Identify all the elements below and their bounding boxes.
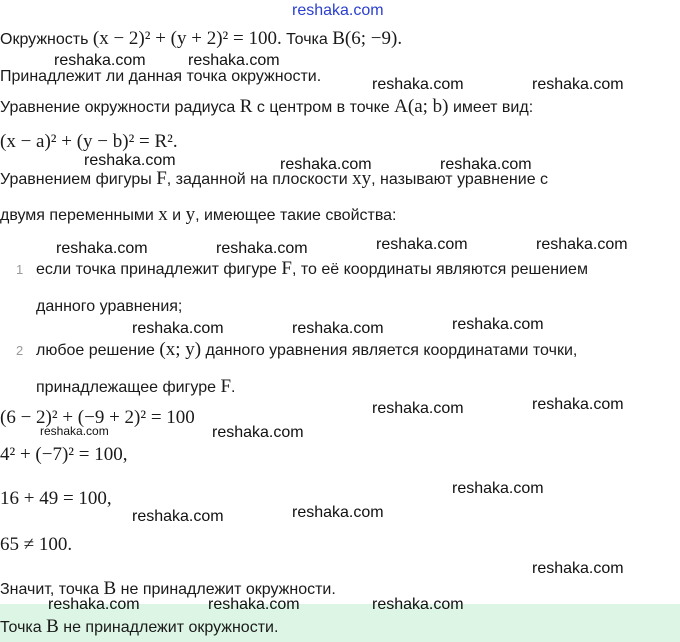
center-point: A(a; b) bbox=[394, 96, 449, 117]
watermark: reshaka.com bbox=[372, 596, 464, 613]
text: Уравнением фигуры bbox=[0, 171, 157, 188]
circle-intro bbox=[0, 96, 533, 119]
watermark: reshaka.com bbox=[532, 76, 624, 93]
circle-equation: (x − 2)² + (y + 2)² = 100. bbox=[92, 28, 282, 49]
x-symbol: x bbox=[158, 204, 168, 225]
list-item-1 bbox=[36, 258, 588, 281]
watermark: reshaka.com bbox=[532, 396, 624, 413]
watermark: reshaka.com bbox=[532, 560, 624, 577]
plane-symbol: xy bbox=[352, 168, 372, 189]
text: любое решение bbox=[36, 342, 160, 359]
watermark: reshaka.com bbox=[440, 156, 532, 173]
point-symbol: B bbox=[103, 578, 117, 599]
two-variables-line bbox=[0, 204, 397, 227]
solution-pair: (x; y) bbox=[159, 339, 202, 360]
watermark: reshaka.com bbox=[372, 400, 464, 417]
watermark: reshaka.com bbox=[292, 2, 384, 19]
text: с центром в точке bbox=[252, 99, 395, 116]
watermark: reshaka.com bbox=[292, 320, 384, 337]
text: данного уравнения является координатами точки, bbox=[201, 342, 578, 359]
watermark: reshaka.com bbox=[188, 52, 280, 69]
text: если точка принадлежит фигуре bbox=[36, 261, 282, 278]
text: . bbox=[231, 379, 236, 396]
figure-symbol: F bbox=[220, 376, 232, 397]
watermark: reshaka.com bbox=[376, 236, 468, 253]
watermark: reshaka.com bbox=[40, 424, 109, 438]
list-item-1-continued: данного уравнения; bbox=[36, 298, 183, 315]
figure-symbol: F bbox=[156, 168, 167, 189]
text: имеет вид: bbox=[448, 99, 534, 116]
text: Уравнение окружности радиуса bbox=[0, 99, 240, 116]
solution-step-1: (6 − 2)² + (−9 + 2)² = 100 bbox=[0, 407, 195, 428]
watermark: reshaka.com bbox=[212, 424, 304, 441]
watermark: reshaka.com bbox=[56, 240, 148, 257]
point-b: B(6; −9). bbox=[332, 28, 403, 49]
text: не принадлежит окружности. bbox=[116, 581, 336, 598]
watermark: reshaka.com bbox=[536, 236, 628, 253]
list-number-1: 1 bbox=[16, 262, 24, 277]
watermark: reshaka.com bbox=[132, 508, 224, 525]
watermark: reshaka.com bbox=[452, 480, 544, 497]
text: , заданной на плоскости bbox=[166, 171, 353, 188]
watermark: reshaka.com bbox=[84, 152, 176, 169]
text: двумя переменными bbox=[0, 207, 159, 224]
list-item-2 bbox=[36, 339, 577, 362]
answer-text bbox=[0, 616, 278, 639]
text: Значит, точка bbox=[0, 581, 104, 598]
solution-step-3: 16 + 49 = 100, bbox=[0, 488, 112, 509]
radius-symbol: R bbox=[239, 96, 253, 117]
watermark: reshaka.com bbox=[132, 320, 224, 337]
point-label: Точка bbox=[281, 31, 333, 48]
text: Точка bbox=[0, 619, 47, 636]
watermark: reshaka.com bbox=[54, 52, 146, 69]
text: не принадлежит окружности. bbox=[58, 619, 279, 636]
point-symbol: B bbox=[46, 616, 59, 637]
list-number-2: 2 bbox=[16, 343, 24, 358]
watermark: reshaka.com bbox=[292, 504, 384, 521]
watermark: reshaka.com bbox=[452, 316, 544, 333]
text: принадлежащее фигуре bbox=[36, 379, 221, 396]
watermark: reshaka.com bbox=[216, 240, 308, 257]
text: , имеющее такие свойства: bbox=[195, 207, 397, 224]
list-item-2-continued bbox=[36, 376, 235, 399]
watermark: reshaka.com bbox=[280, 156, 372, 173]
figure-symbol: F bbox=[281, 258, 292, 279]
text: , то её координаты являются решением bbox=[291, 261, 588, 278]
solution-step-2: 4² + (−7)² = 100, bbox=[0, 444, 128, 465]
y-symbol: y bbox=[185, 204, 196, 225]
circle-general-formula: (x − a)² + (y − b)² = R². bbox=[0, 131, 178, 152]
problem-statement bbox=[0, 28, 402, 51]
text: , называют уравнение с bbox=[371, 171, 549, 188]
watermark: reshaka.com bbox=[208, 596, 300, 613]
solution-step-4: 65 ≠ 100. bbox=[0, 534, 73, 555]
problem-question: Принадлежит ли данная точка окружности. bbox=[0, 68, 322, 85]
problem-prefix: Окружность bbox=[0, 31, 93, 48]
text: и bbox=[167, 207, 186, 224]
watermark: reshaka.com bbox=[372, 76, 464, 93]
watermark: reshaka.com bbox=[48, 596, 140, 613]
